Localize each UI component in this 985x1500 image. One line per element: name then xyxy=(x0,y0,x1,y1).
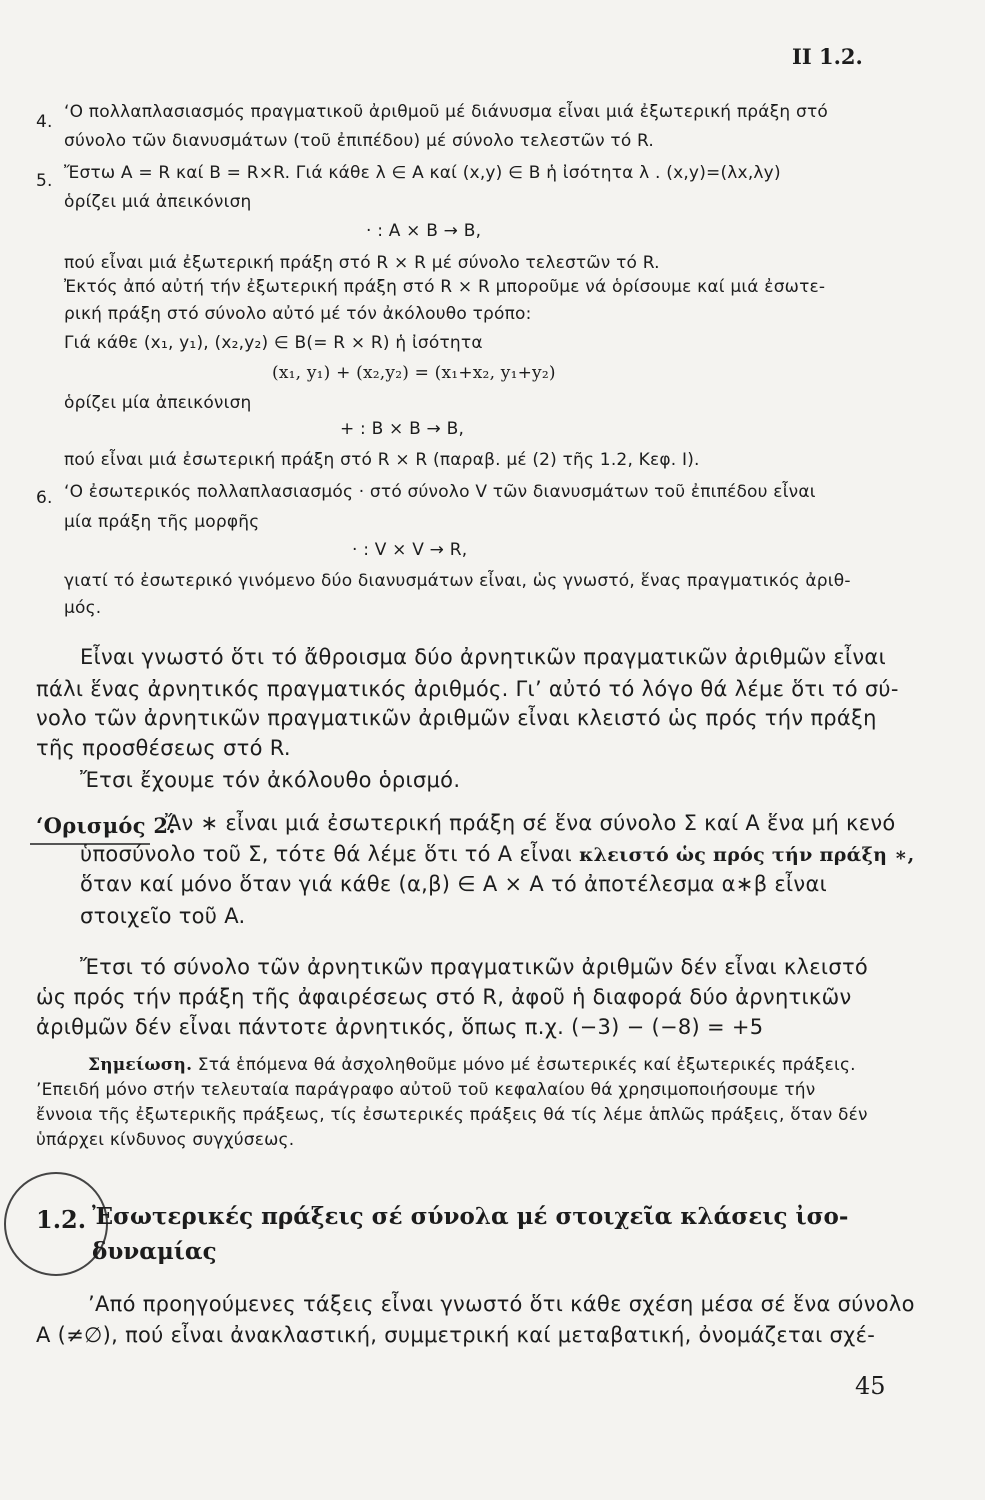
section-reference: II 1.2. xyxy=(792,44,863,69)
item-4-number: 4. xyxy=(36,112,53,132)
item-5-formula-inner-map: + : B × B → B, xyxy=(340,419,465,439)
item-6-line-3: γιατί τό ἐσωτερικό γινόμενο δύο διανυσμάτων εἶναι, ὡς γνωστό, ἕνας πραγματικός ἀριθ- xyxy=(64,571,851,591)
paragraph-1-line-5: Ἔτσι ἔχουμε τόν ἀκόλουθο ὁρισμό. xyxy=(80,768,461,792)
item-5-line-2: ὁρίζει μιά ἀπεικόνιση xyxy=(64,192,252,212)
item-5-line-5: ρική πράξη στό σύνολο αὐτό μέ τόν ἀκόλουθο τρόπο: xyxy=(64,304,532,324)
item-6-line-1: ‘Ο ἐσωτερικός πολλαπλασιασμός · στό σύνολο V τῶν διανυσμάτων τοῦ ἐπιπέδου εἶναι xyxy=(64,482,816,502)
item-5-line-3: πού εἶναι μιά ἐξωτερική πράξη στό R × R μέ σύνολο τελεστῶν τό R. xyxy=(64,253,660,273)
paragraph-2-line-2: ὡς πρός τήν πράξη τῆς ἀφαιρέσεως στό R, ἀφοῦ ἡ διαφορά δύο ἀρνητικῶν xyxy=(36,985,852,1009)
item-5-formula-addition: (x₁, y₁) + (x₂,y₂) = (x₁+x₂, y₁+y₂) xyxy=(272,363,556,383)
item-6-number: 6. xyxy=(36,488,53,508)
paragraph-1-line-1: Εἶναι γνωστό ὅτι τό ἄθροισμα δύο ἀρνητικῶν πραγματικῶν ἀριθμῶν εἶναι xyxy=(80,645,886,669)
item-5-line-8: πού εἶναι μιά ἐσωτερική πράξη στό R × R (παραβ. μέ (2) τῆς 1.2, Κεφ. I). xyxy=(64,450,700,470)
paragraph-1-line-2: πάλι ἕνας ἀρνητικός πραγματικός ἀριθμός. Γι’ αὐτό τό λόγο θά λέμε ὅτι τό σύ- xyxy=(36,677,899,701)
definition-label: ‘Ορισμός 2. xyxy=(36,813,176,838)
note-label: Σημείωση. xyxy=(88,1055,193,1075)
item-4-line-2: σύνολο τῶν διανυσμάτων (τοῦ ἐπιπέδου) μέ σύνολο τελεστῶν τό R. xyxy=(64,131,655,151)
note-line-1 xyxy=(88,1055,856,1075)
paragraph-2-line-3: ἀριθμῶν δέν εἶναι πάντοτε ἀρνητικός, ὅπως π.χ. (−3) − (−8) = +5 xyxy=(36,1015,764,1039)
definition-line-4: στοιχεῖο τοῦ A. xyxy=(80,904,246,928)
section-title-line-1: Ἐσωτερικές πράξεις σέ σύνολα μέ στοιχεῖα κλάσεις ἰσο- xyxy=(92,1203,849,1230)
paragraph-1-line-4: τῆς προσθέσεως στό R. xyxy=(36,736,291,760)
item-5-number: 5. xyxy=(36,171,53,191)
item-6-formula: · : V × V → R, xyxy=(352,540,468,560)
definition-bold-term: κλειστό ὡς πρός τήν πράξη ∗, xyxy=(579,844,915,866)
item-5-formula-scalar-map: · : A × B → B, xyxy=(366,221,482,241)
item-5-line-6: Γιά κάθε (x₁, y₁), (x₂,y₂) ∈ B(= R × R) ἡ ἰσότητα xyxy=(64,333,483,353)
definition-line-2-text: ὑποσύνολο τοῦ Σ, τότε θά λέμε ὅτι τό A εἶναι xyxy=(80,842,580,866)
definition-line-3: ὅταν καί μόνο ὅταν γιά κάθε (α,β) ∈ A × A τό ἀποτέλεσμα α∗β εἶναι xyxy=(80,872,828,896)
item-5-line-4: Ἐκτός ἀπό αὐτή τήν ἐξωτερική πράξη στό R × R μποροῦμε νά ὁρίσουμε καί μιά ἐσωτε- xyxy=(64,277,826,297)
page-number: 45 xyxy=(855,1372,886,1400)
note-line-4: ὑπάρχει κίνδυνος συγχύσεως. xyxy=(36,1130,295,1150)
item-6-line-2: μία πράξη τῆς μορφῆς xyxy=(64,512,260,532)
section-body-line-2: A (≠∅), πού εἶναι ἀνακλαστική, συμμετρική καί μεταβατική, ὀνομάζεται σχέ- xyxy=(36,1323,876,1347)
section-number: 1.2. xyxy=(36,1205,87,1234)
item-4-line-1: ‘Ο πολλαπλασιασμός πραγματικοῦ ἀριθμοῦ μέ διάνυσμα εἶναι μιά ἐξωτερική πράξη στό xyxy=(64,102,828,122)
item-5-line-1: Ἔστω A = R καί B = R×R. Γιά κάθε λ ∈ A καί (x,y) ∈ B ἡ ἰσότητα λ . (x,y)=(λx,λy) xyxy=(64,163,781,183)
paragraph-1-line-3: νολο τῶν ἀρνητικῶν πραγματικῶν ἀριθμῶν εἶναι κλειστό ὡς πρός τήν πράξη xyxy=(36,706,877,730)
definition-line-1 xyxy=(165,811,896,835)
definition-line-1-text: Ἄν ∗ εἶναι μιά ἐσωτερική πράξη σέ ἕνα σύνολο Σ καί A ἕνα μή κενό xyxy=(165,811,896,835)
definition-line-2 xyxy=(80,842,915,866)
note-line-2: ’Επειδή μόνο στήν τελευταία παράγραφο αὐτοῦ τοῦ κεφαλαίου θά χρησιμοποιήσουμε τήν xyxy=(36,1080,816,1100)
section-body-line-1: ’Από προηγούμενες τάξεις εἶναι γνωστό ὅτι κάθε σχέση μέσα σέ ἕνα σύνολο xyxy=(88,1292,915,1316)
item-5-line-7: ὁρίζει μία ἀπεικόνιση xyxy=(64,393,252,413)
note-line-3: ἔννοια τῆς ἐξωτερικῆς πράξεως, τίς ἐσωτερικές πράξεις θά τίς λέμε ἁπλῶς πράξεις, ὅταν δέν xyxy=(36,1105,868,1125)
note-line-1-text: Στά ἑπόμενα θά ἀσχοληθοῦμε μόνο μέ ἐσωτερικές καί ἐξωτερικές πράξεις. xyxy=(197,1055,856,1075)
item-6-line-4: μός. xyxy=(64,598,102,618)
paragraph-2-line-1: Ἔτσι τό σύνολο τῶν ἀρνητικῶν πραγματικῶν ἀριθμῶν δέν εἶναι κλειστό xyxy=(80,955,869,979)
section-title-line-2: δυναμίας xyxy=(92,1238,217,1265)
